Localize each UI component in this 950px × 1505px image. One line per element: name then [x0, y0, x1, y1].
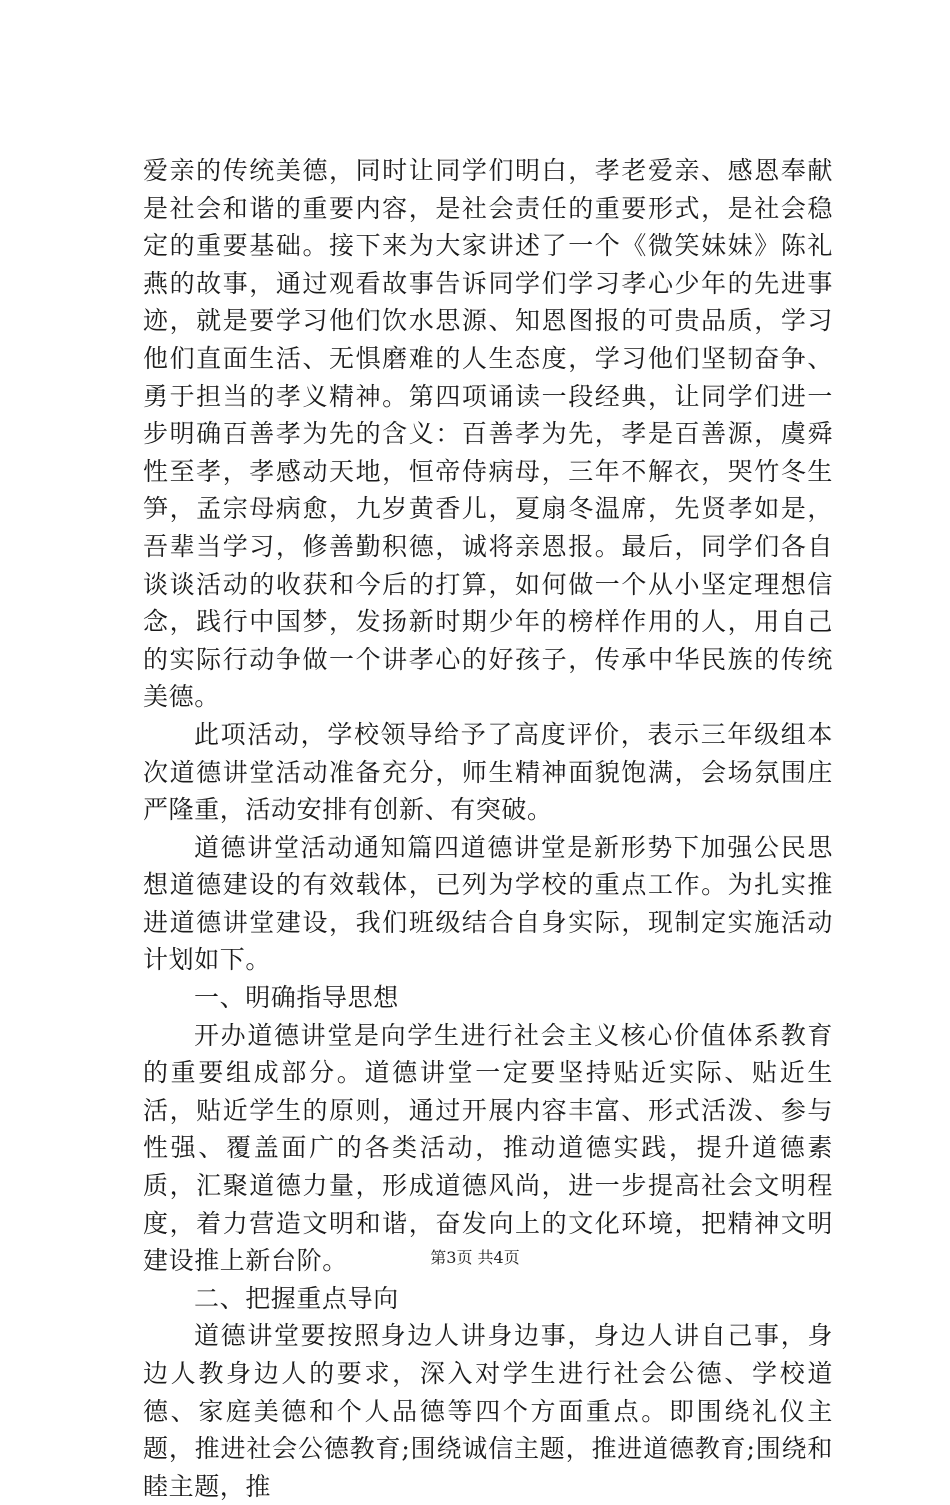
section-heading-key-focus: 二、把握重点导向	[194, 1283, 399, 1313]
document-body	[143, 152, 833, 1505]
page-number-footer: 第3页 共4页	[430, 1248, 520, 1267]
paragraph-key-focus: 道德讲堂要按照身边人讲身边事，身边人讲自己事，身边人教身边人的要求，深入对学生进行社会公德、学校道德、家庭美德和个人品德等四个方面重点。即围绕礼仪主题，推进社会公德教育;围绕诚信主题，推进道德教育;围绕和睦主题，推	[143, 1321, 833, 1501]
paragraph-evaluation: 此项活动，学校领导给予了高度评价，表示三年级组本次道德讲堂活动准备充分，师生精神面貌饱满，会场氛围庄严隆重，活动安排有创新、有突破。	[143, 719, 833, 825]
paragraph-continuation: 爱亲的传统美德，同时让同学们明白，孝老爱亲、感恩奉献是社会和谐的重要内容，是社会责任的重要形式，是社会稳定的重要基础。接下来为大家讲述了一个《微笑妹妹》陈礼燕的故事，通过观看故事告诉同学们学习孝心少年的先进事迹，就是要学习他们饮水思源、知恩图报的可贵品质，学习他们直面生活、无惧磨难的人生态度，学习他们坚韧奋争、勇于担当的孝义精神。第四项诵读一段经典，让同学们进一步明确百善孝为先的含义：百善孝为先，孝是百善源，虞舜性至孝，孝感动天地，恒帝侍病母，三年不解衣，哭竹冬生笋，孟宗母病愈，九岁黄香儿，夏扇冬温席，先贤孝如是，吾辈当学习，修善勤积德，诚将亲恩报。最后，同学们各自谈谈活动的收获和今后的打算，如何做一个从小坚定理想信念，践行中国梦，发扬新时期少年的榜样作用的人，用自己的实际行动争做一个讲孝心的好孩子，传承中华民族的传统美德。	[143, 156, 833, 712]
paragraph-guiding-thought: 开办道德讲堂是向学生进行社会主义核心价值体系教育的重要组成部分。道德讲堂一定要坚持贴近实际、贴近生活，贴近学生的原则，通过开展内容丰富、形式活泼、参与性强、覆盖面广的各类活动，推动道德实践，提升道德素质，汇聚道德力量，形成道德风尚，进一步提高社会文明程度，着力营造文明和谐，奋发向上的文化环境，把精神文明建设推上新台阶。	[143, 1020, 833, 1276]
section-heading-guiding-thought: 一、明确指导思想	[194, 983, 399, 1013]
paragraph-notice-intro: 道德讲堂活动通知篇四道德讲堂是新形势下加强公民思想道德建设的有效载体，已列为学校的重点工作。为扎实推进道德讲堂建设，我们班级结合自身实际，现制定实施活动计划如下。	[143, 832, 833, 975]
